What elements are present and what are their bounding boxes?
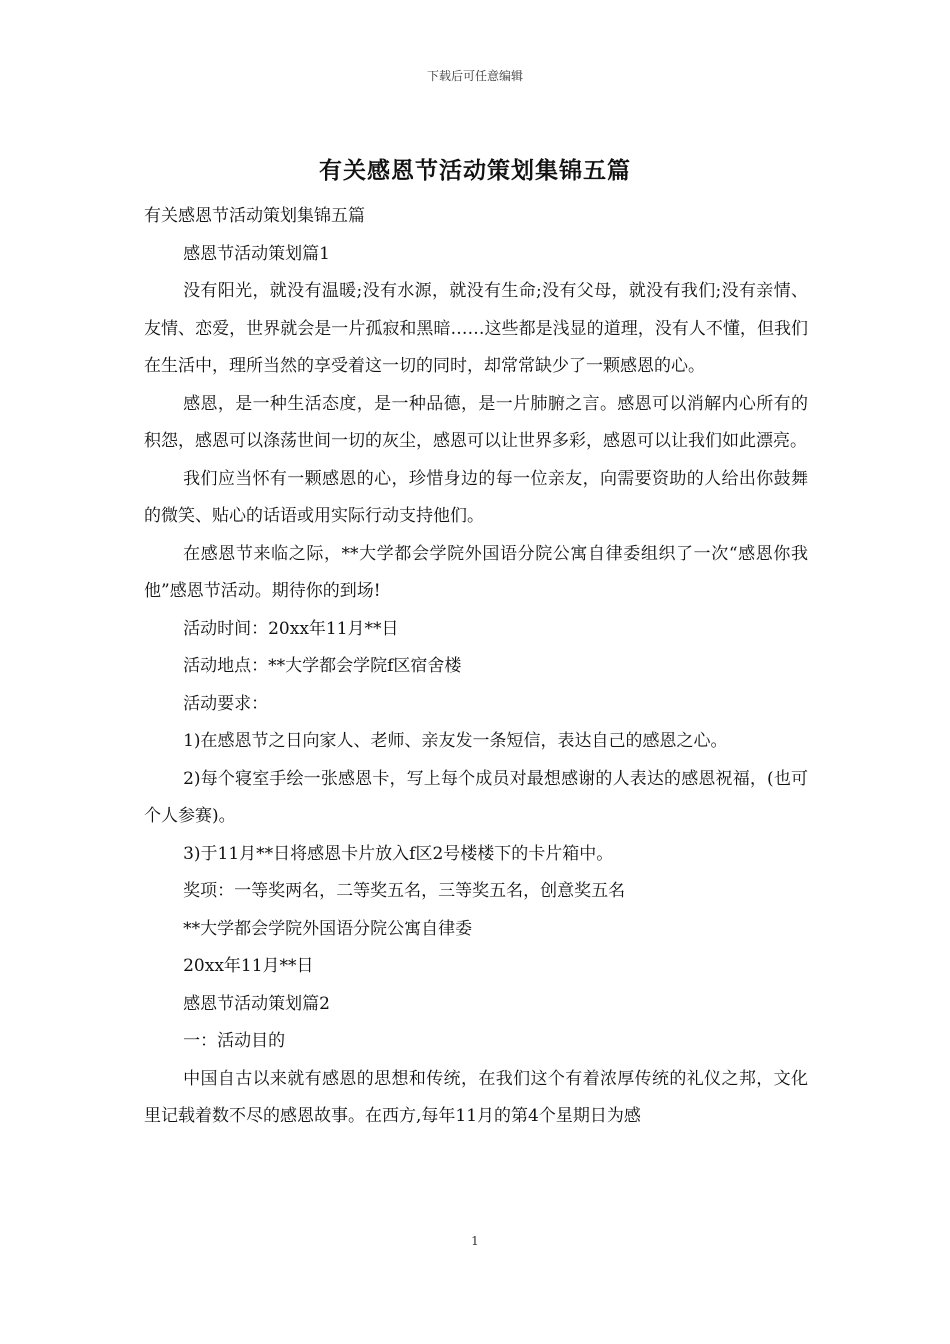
section-heading: 感恩节活动策划篇2 [183,993,330,1014]
header-note: 下载后可任意编辑 [426,69,523,83]
requirement-item: 2)每个寝室手绘一张感恩卡，写上每个成员对最想感谢的人表达的感恩祝福，(也可个人参赛)。 [144,768,808,826]
subtitle-paragraph: 有关感恩节活动策划集锦五篇 [144,206,365,226]
date-line: 20xx年11月**日 [183,956,314,976]
activity-location: 活动地点：**大学都会学院f区宿舍楼 [183,656,462,676]
section-heading: 感恩节活动策划篇1 [183,243,330,264]
document-body [144,198,808,1136]
requirement-item: 3)于11月**日将感恩卡片放入f区2号楼楼下的卡片箱中。 [183,843,614,864]
body-paragraph: 感恩，是一种生活态度，是一种品德，是一片肺腑之言。感恩可以消解内心所有的积怨，感恩可以涤荡世间一切的灰尘，感恩可以让世界多彩，感恩可以让我们如此漂亮。 [144,393,808,451]
body-paragraph: 中国自古以来就有感恩的思想和传统，在我们这个有着浓厚传统的礼仪之邦，文化里记载着数不尽的感恩故事。在西方,每年11月的第4个星期日为感 [144,1068,808,1126]
organizer-line: **大学都会学院外国语分院公寓自律委 [183,918,473,939]
body-paragraph: 在感恩节来临之际，**大学都会学院外国语分院公寓自律委组织了一次“感恩你我他”感恩节活动。期待你的到场! [144,543,808,601]
page-number: 1 [471,1234,479,1248]
activity-time: 活动时间：20xx年11月**日 [183,618,399,639]
requirement-item: 1)在感恩节之日向家人、老师、亲友发一条短信，表达自己的感恩之心。 [183,731,728,751]
body-paragraph: 我们应当怀有一颗感恩的心，珍惜身边的每一位亲友，向需要资助的人给出你鼓舞的微笑、贴心的话语或用实际行动支持他们。 [144,468,808,526]
subsection-heading: 一：活动目的 [183,1031,286,1051]
activity-requirements-label: 活动要求： [183,693,269,714]
document-title: 有关感恩节活动策划集锦五篇 [319,157,631,184]
body-paragraph: 没有阳光，就没有温暖;没有水源，就没有生命;没有父母，就没有我们;没有亲情、友情、恋爱，世界就会是一片孤寂和黑暗……这些都是浅显的道理，没有人不懂，但我们在生活中，理所当然的享受着这一切的同时，却常常缺少了一颗感恩的心。 [144,281,808,376]
awards-line: 奖项：一等奖两名，二等奖五名，三等奖五名，创意奖五名 [183,881,626,901]
